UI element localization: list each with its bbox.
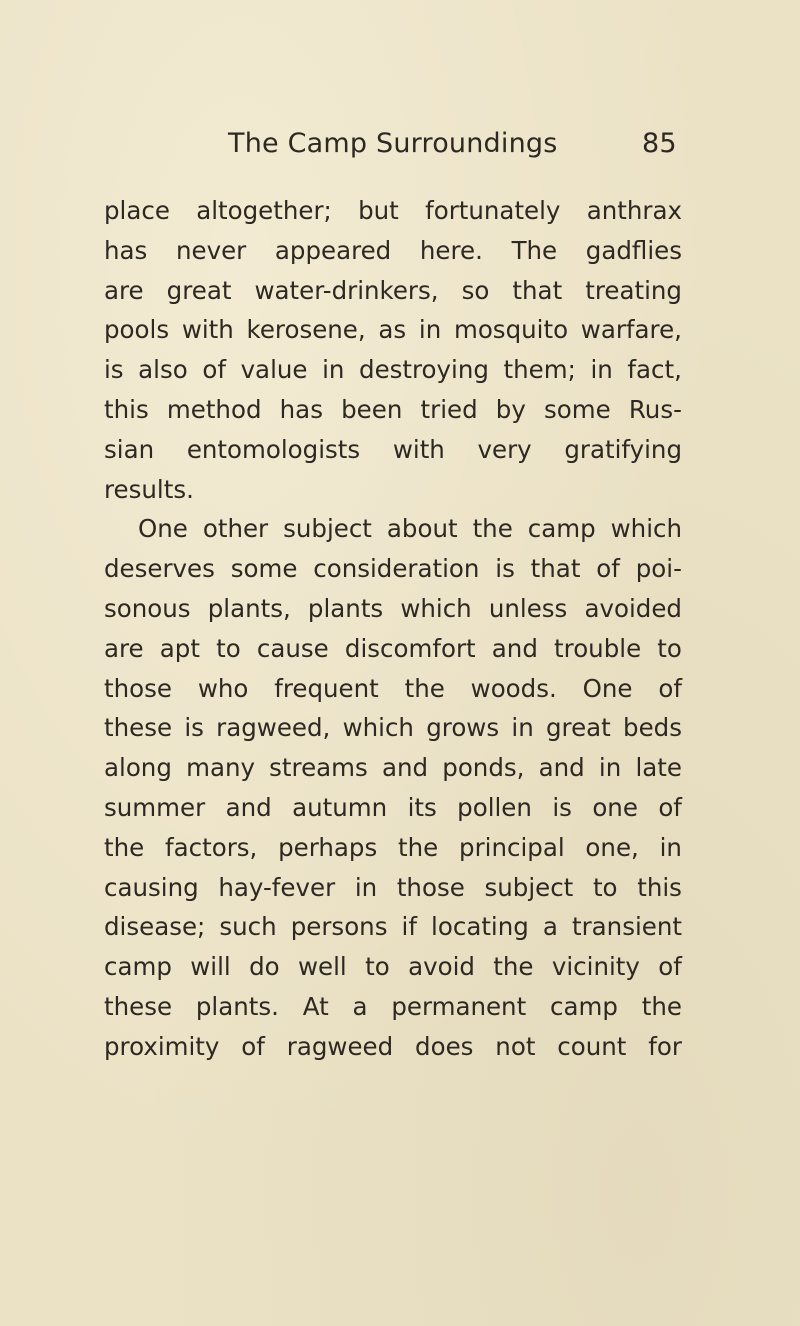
- text-line: place altogether; but fortunately anthrax: [104, 196, 682, 225]
- text-line: sonous plants, plants which unless avoided: [104, 593, 682, 623]
- body-text: [104, 191, 682, 1067]
- text-line: those who frequent the woods. One of: [104, 673, 682, 703]
- text-line: this method has been tried by some Rus-: [104, 394, 682, 424]
- running-head-title: The Camp Surroundings: [228, 128, 558, 159]
- text-line: along many streams and ponds, and in late: [104, 753, 682, 783]
- text-line: these plants. At a permanent camp the: [104, 991, 682, 1021]
- text-line: summer and autumn its pollen is one of: [104, 792, 682, 822]
- text-line: camp will do well to avoid the vicinity of: [104, 952, 682, 982]
- page-number: 85: [642, 128, 677, 159]
- text-line: sian entomologists with very gratifying: [104, 434, 682, 464]
- text-line: causing hay-fever in those subject to this: [104, 872, 682, 902]
- running-head: [228, 128, 678, 168]
- text-line: are apt to cause discomfort and trouble to: [104, 633, 682, 663]
- text-line: has never appeared here. The gadflies: [104, 235, 682, 265]
- text-line: One other subject about the camp which: [138, 514, 682, 544]
- text-line: are great water-drinkers, so that treating: [104, 275, 682, 305]
- text-line: pools with kerosene, as in mosquito warfare,: [104, 315, 682, 345]
- text-line: disease; such persons if locating a transient: [104, 912, 682, 942]
- text-line: these is ragweed, which grows in great beds: [104, 713, 682, 743]
- text-line: results.: [104, 474, 194, 504]
- text-line: proximity of ragweed does not count for: [104, 1031, 682, 1061]
- text-line: the factors, perhaps the principal one, in: [104, 832, 682, 862]
- text-line: deserves some consideration is that of poi-: [104, 554, 682, 584]
- text-line: is also of value in destroying them; in fact,: [104, 355, 682, 385]
